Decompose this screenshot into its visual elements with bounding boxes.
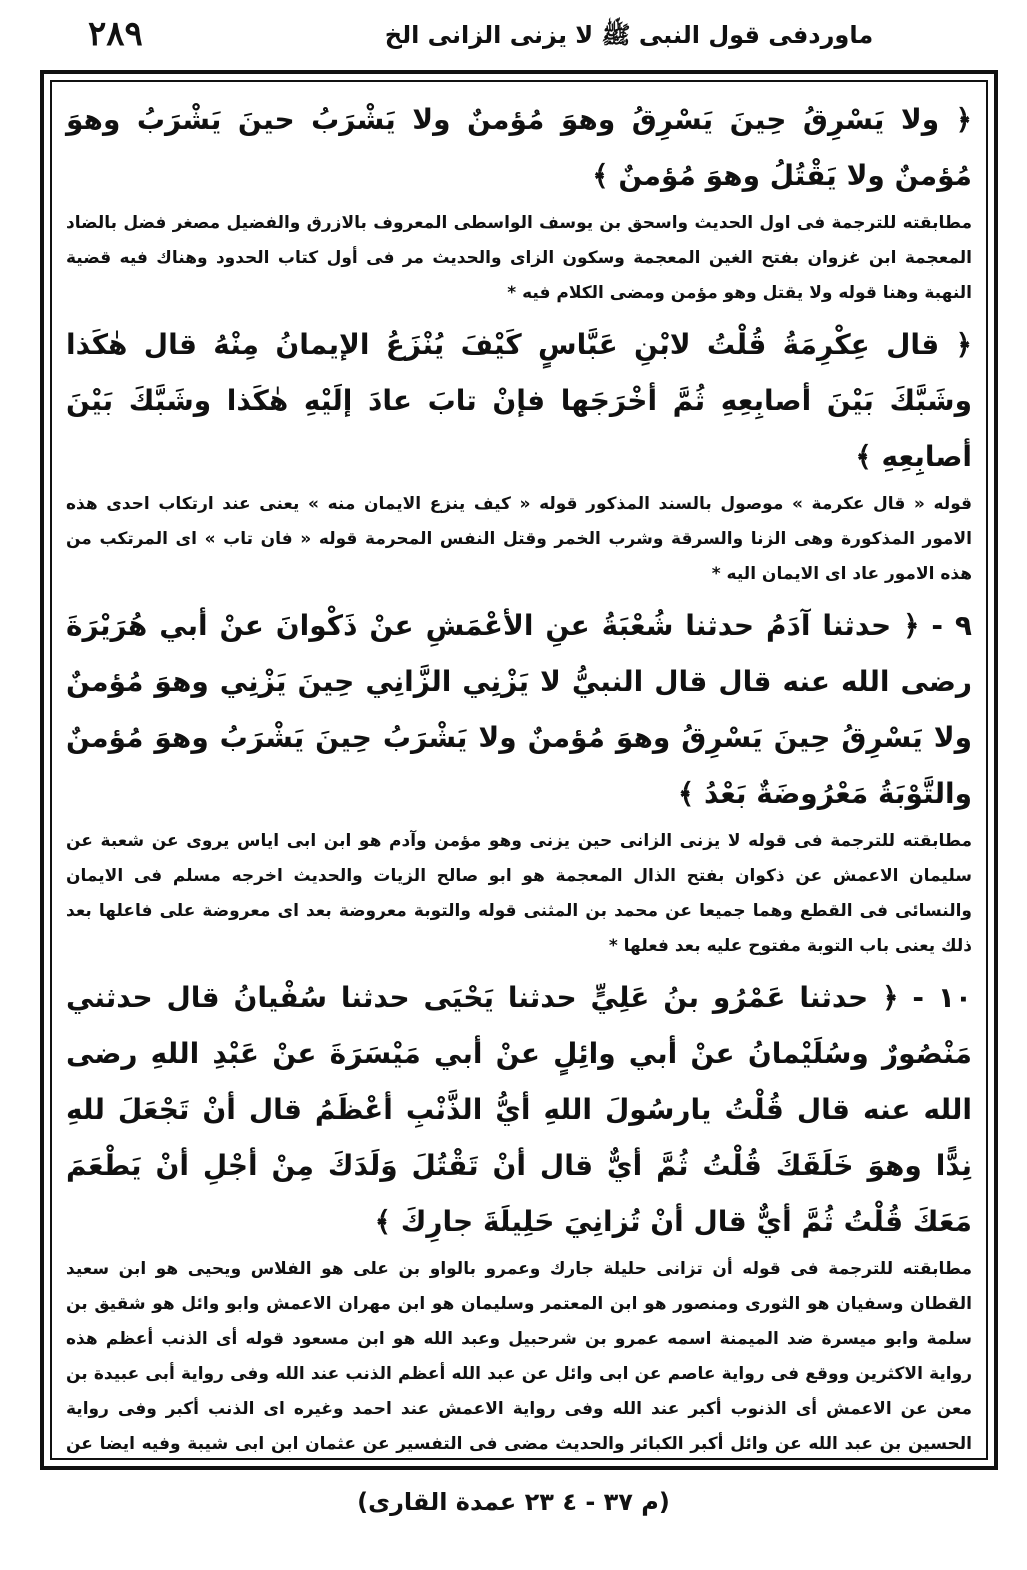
page-header	[40, 14, 998, 64]
hadith-text-1: ﴿ ولا يَسْرِقُ حِينَ يَسْرِقُ وهوَ مُؤمنٌ ولا يَشْرَبُ حينَ يَشْرَبُ وهوَ مُؤمنٌ ولا يَقْتُلُ وهوَ مُؤمنٌ ﴾	[66, 103, 972, 192]
commentary-1: مطابقته للترجمة فى اول الحديث واسحق بن يوسف الواسطى المعروف بالازرق والفضيل مصغر فضل بالضاد المعجمة ابن غزوان بفتح الغين المعجمة وسكون الزاى والحديث مر فى أول كتاب الحدود وهناك فيه قضية النهبة وهنا قوله ولا يقتل وهو مؤمن ومضى الكلام فيه *	[66, 213, 972, 303]
hadith-text-3: ٩ - ﴿ حدثنا آدَمُ حدثنا شُعْبَةُ عنِ الأعْمَشِ عنْ ذَكْوانَ عنْ أبي هُرَيْرَةَ رضى الله عنه قال قال النبيُّ لا يَزْنِي الزَّانِي حِينَ يَزْنِي وهوَ مُؤمنٌ ولا يَسْرِقُ حِينَ يَسْرِقُ وهوَ مُؤمنٌ ولا يَشْرَبُ حِينَ يَشْرَبُ وهوَ مُؤمنٌ والتَّوْبَةُ مَعْرُوضَةٌ بَعْدُ ﴾	[66, 609, 972, 810]
page-number: ٢٨٩	[88, 14, 143, 54]
page-body	[50, 80, 988, 1460]
commentary-2: قوله « قال عكرمة » موصول بالسند المذكور قوله « كيف ينزع الايمان منه » يعنى عند ارتكاب احدى هذه الامور المذكورة وهى الزنا والسرقة وشرب الخمر وقتل النفس المحرمة قوله « فان تاب » اى المرتكب من هذه الامور عاد اى الايمان اليه *	[66, 494, 972, 584]
running-title: ماوردفى قول النبى ﷺ لا يزنى الزانى الخ	[384, 21, 874, 49]
commentary-3: مطابقته للترجمة فى قوله لا يزنى الزانى حين يزنى وهو مؤمن وآدم هو ابن ابى اياس يروى عن شعبة عن سليمان الاعمش عن ذكوان بفتح الذال المعجمة هو ابو صالح الزيات والحديث اخرجه مسلم فى الايمان والنسائى فى القطع وهما جميعا عن محمد بن المثنى قوله والتوبة معروضة بعد اى معروضة على فاعلها بعد ذلك يعنى باب التوبة مفتوح عليه بعد فعلها *	[66, 831, 972, 956]
hadith-text-4: ١٠ - ﴿ حدثنا عَمْرُو بنُ عَلِيٍّ حدثنا يَحْيَى حدثنا سُفْيانُ قال حدثني مَنْصُورٌ وسُلَيْمانُ عنْ أبي وائِلٍ عنْ أبي مَيْسَرَةَ عنْ عَبْدِ اللهِ رضى الله عنه قال قُلْتُ يارسُولَ اللهِ أيُّ الذَّنْبِ أعْظَمُ قال أنْ تَجْعَلَ للهِ نِدًّا وهوَ خَلَقَكَ قُلْتُ ثُمَّ أيٌّ قال أنْ تَقْتُلَ وَلَدَكَ مِنْ أجْلِ أنْ يَطْعَمَ مَعَكَ قُلْتُ ثُمَّ أيٌّ قال أنْ تُزانِيَ حَلِيلَةَ جارِكَ ﴾	[66, 981, 972, 1238]
commentary-4: مطابقته للترجمة فى قوله أن تزانى حليلة جارك وعمرو بالواو بن على هو الفلاس ويحيى هو ابن سعيد القطان وسفيان هو الثورى ومنصور هو ابن المعتمر وسليمان هو ابن مهران الاعمش وابو وائل هو شقيق بن سلمة وابو ميسرة ضد الميمنة اسمه عمرو بن شرحبيل وعبد الله هو ابن مسعود قوله أى الذنب أعظم هذه رواية الاكثرين ووقع فى رواية عاصم عن ابى وائل عن عبد الله أعظم الذنب عند الله وفى رواية أبى عبيدة بن معن عن الاعمش أى الذنوب أكبر عند الله وفى رواية الاعمش عند احمد وغيره اى الذنب أكبر وفى رواية الحسين بن عبد الله عن وائل أكبر الكبائر والحديث مضى فى التفسير عن عثمان ابن ابى شيبة وفيه ايضا عن	[66, 1259, 972, 1454]
page-footer-signature: (م ٣٧ - ٤ ٢٣ عمدة القارى)	[357, 1488, 670, 1516]
hadith-text-2: ﴿ قال عِكْرِمَةُ قُلْتُ لابْنِ عَبَّاسٍ كَيْفَ يُنْزَعُ الإيمانُ مِنْهُ قال هٰكَذا وشَبَّكَ بَيْنَ أصابِعِهِ ثُمَّ أخْرَجَها فإنْ تابَ عادَ إلَيْهِ هٰكَذا وشَبَّكَ بَيْنَ أصابِعِهِ ﴾	[66, 328, 972, 473]
